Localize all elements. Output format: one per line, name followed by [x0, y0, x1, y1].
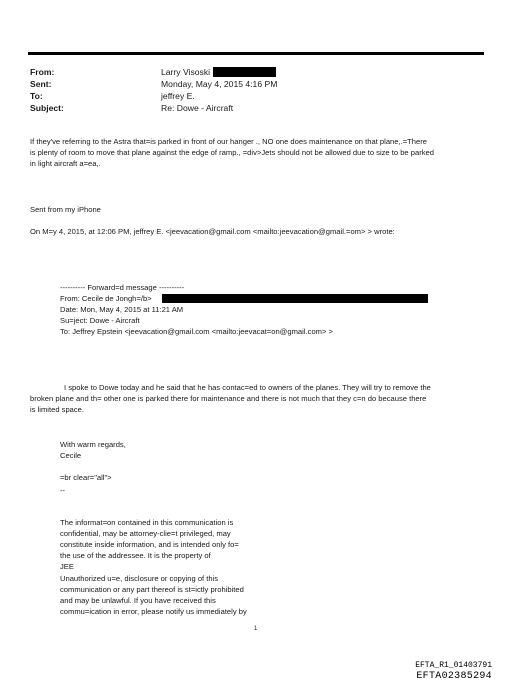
body-line: If they've referring to the Astra that=is parked in front of our hanger ., NO one does maintenance on that plane,.=There	[30, 137, 427, 146]
quote-intro-line: On M=y 4, 2015, at 12:06 PM, jeffrey E. <jeevacation@gmail.com <mailto:jeevacation@gmail.=om> > wrote:	[30, 227, 395, 236]
disclaimer-line: the use of the addressee. It is the property of	[60, 551, 211, 560]
redaction-bar	[213, 67, 276, 77]
page-number: 1	[254, 626, 258, 632]
sent-from-signature: Sent from my iPhone	[30, 205, 101, 214]
forward-to: To: Jeffrey Epstein <jeevacation@gmail.com <mailto:jeevacat=on@gmail.com> >	[60, 327, 333, 336]
body-line: is plenty of room to move that plane against the edge of ramp., =div>Jets should not be allowed due to size to be parked	[30, 148, 434, 157]
disclaimer-line: communication or any part thereof is st=ictly prohibited	[60, 585, 244, 594]
from-label: From:	[30, 67, 55, 77]
disclaimer-line: Unauthorized u=e, disclosure or copying of this	[60, 574, 219, 583]
bates-id: EFTA02385294	[416, 671, 492, 682]
redaction-bar	[162, 294, 428, 303]
subject-label: Subject:	[30, 103, 64, 113]
subject-value: Re: Dowe - Aircraft	[161, 103, 234, 113]
disclaimer-line: commu=ication in error, please notify us immediately by	[60, 607, 247, 616]
disclaimer-line: The informat=on contained in this communication is	[60, 518, 234, 527]
sent-value: Monday, May 4, 2015 4:16 PM	[161, 79, 278, 89]
to-value: jeffrey E.	[161, 91, 195, 101]
message-line: broken plane and th= other one is parked there for maintenance and there is not much that they c=n do because there	[30, 394, 427, 403]
from-value: Larry Visoski	[161, 67, 211, 77]
html-artifact-line: =br clear="all">	[60, 473, 112, 482]
disclaimer-line: JEE	[60, 562, 74, 571]
forward-title: ---------- Forward=d message ----------	[60, 283, 185, 292]
message-line: I spoke to Dowe today and he said that he has contac=ed to owners of the planes. They will try to remove the	[64, 383, 431, 392]
message-line: is limited space.	[30, 405, 85, 414]
disclaimer-line: constitute inside information, and is intended only fo=	[60, 540, 239, 549]
header-rule	[28, 52, 484, 55]
to-label: To:	[30, 91, 43, 101]
disclaimer-line: confidential, may be attorney-clie=t privileged, may	[60, 529, 231, 538]
disclaimer-line: and may be unlawful. If you have received this	[60, 596, 216, 605]
forward-from: From: Cecile de Jongh=/b>	[60, 294, 152, 303]
sender-name: Cecile	[60, 451, 82, 460]
regards-line: With warm regards,	[60, 440, 126, 449]
forward-date: Date: Mon, May 4, 2015 at 11:21 AM	[60, 305, 184, 314]
bates-id-small: EFTA_R1_01403791	[415, 661, 492, 670]
body-line: in light aircraft a=ea,.	[30, 159, 101, 168]
signature-dashes: --	[60, 486, 66, 495]
sent-label: Sent:	[30, 79, 52, 89]
forward-subject: Su=ject: Dowe - Aircraft	[60, 316, 140, 325]
